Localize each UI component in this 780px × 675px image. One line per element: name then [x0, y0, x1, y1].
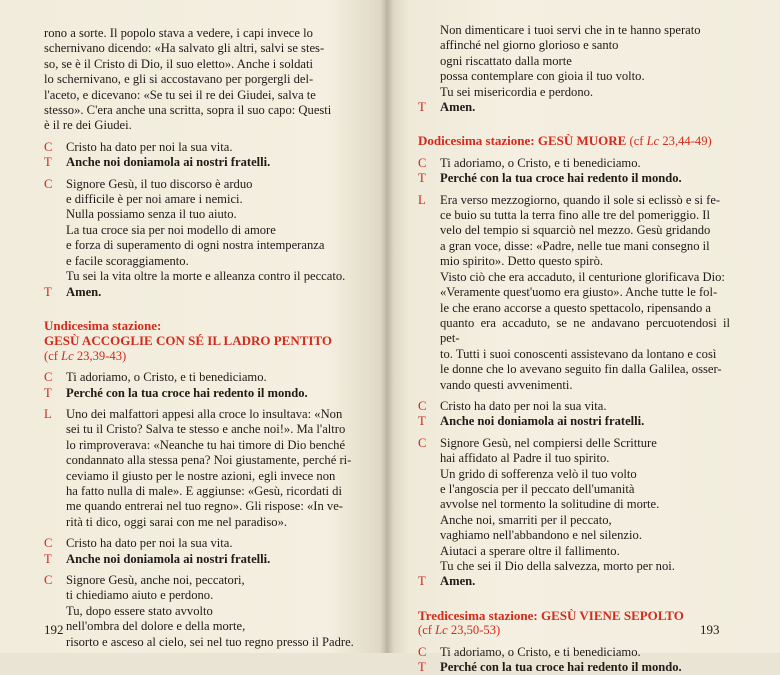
prayer-block — [418, 436, 730, 575]
text-line: Aiutaci a sperare oltre il fallimento. — [440, 543, 620, 558]
prayer-text — [66, 177, 356, 285]
ref-book: Lc — [646, 134, 660, 149]
celebrant-text: Cristo ha dato per noi la sua vita. — [66, 139, 233, 154]
text-line: Tu, dopo essere stato avvolto — [66, 603, 213, 618]
amen-line — [418, 100, 730, 115]
text-line: schernivano dicendo: «Ha salvato gli altri, salvi se stes- — [44, 41, 325, 56]
amen-text: Amen. — [440, 574, 476, 589]
speaker-marker: T — [44, 155, 52, 170]
response-text: Perché con la tua croce hai redento il mondo. — [440, 171, 682, 186]
text-line: a gran voce, disse: «Padre, nelle tue mani consegno il — [440, 238, 710, 253]
text-line: vaghiamo nell'abbandono e nel silenzio. — [440, 528, 642, 543]
speaker-marker: T — [418, 660, 426, 675]
text-line: so, se è il Cristo di Dio, il suo eletto». Anche i soldati — [44, 56, 313, 71]
ref-book: Lc — [61, 348, 74, 363]
text-line: possa contemplare con gioia il tuo volto. — [440, 69, 645, 84]
speaker-marker: C — [418, 644, 427, 659]
text-line: affinché nel giorno glorioso e santo — [440, 38, 619, 53]
speaker-marker: T — [418, 171, 426, 186]
text-line: è il re dei Giudei. — [44, 118, 132, 133]
text-line: Visto ciò che era accaduto, il centurione glorificava Dio: — [440, 269, 725, 284]
ref-book: Lc — [435, 623, 448, 638]
prayer-text — [66, 573, 356, 650]
amen-text: Amen. — [440, 100, 476, 115]
text-line: avvolse nel tormento la solitudine di morte. — [440, 497, 660, 512]
text-line: hai affidato al Padre il tuo spirito. — [440, 451, 610, 466]
people-response — [44, 386, 356, 401]
speaker-marker: L — [44, 406, 52, 421]
ref-verses: 23,39-43) — [73, 348, 127, 363]
reading-text — [66, 407, 356, 530]
text-line: lo rimproverava: «Neanche tu hai timore di Dio benché — [66, 437, 346, 452]
text-line: Tu sei la vita oltre la morte e alleanza contro il peccato. — [66, 269, 346, 284]
speaker-marker: C — [44, 370, 53, 385]
text-line: l'aceto, e dicevano: «Se tu sei il re dei Giudei, salva te — [44, 87, 316, 102]
ref-prefix: (cf — [418, 623, 436, 638]
speaker-marker: C — [44, 139, 53, 154]
prayer-block — [44, 177, 356, 285]
station-subtitle: GESÙ ACCOGLIE CON SÉ IL LADRO PENTITO — [44, 333, 332, 349]
response-text: Anche noi doniamola ai nostri fratelli. — [66, 155, 271, 170]
text-line: ogni riscattato dalla morte — [440, 53, 572, 68]
celebrant-line — [418, 156, 730, 171]
reading-block — [418, 193, 730, 393]
text-line: e l'angoscia per il peccato dell'umanità — [440, 481, 635, 496]
text-line: ti chiediamo aiuto e perdono. — [66, 588, 214, 603]
text-line: e facile scoraggiamento. — [66, 253, 189, 268]
celebrant-line — [418, 399, 730, 414]
text-line: La tua croce sia per noi modello di amore — [66, 222, 276, 237]
speaker-marker: T — [44, 385, 52, 400]
speaker-marker: C — [44, 536, 53, 551]
people-response — [418, 414, 730, 429]
response-text: Perché con la tua croce hai redento il mondo. — [66, 385, 308, 400]
reading-text — [440, 193, 730, 393]
right-page-text — [418, 23, 730, 675]
text-line: Era verso mezzogiorno, quando il sole si eclissò e si fe- — [440, 192, 721, 207]
text-line: ha fatto nulla di male». E aggiunse: «Gesù, ricordati di — [66, 483, 342, 498]
speaker-marker: C — [418, 155, 427, 170]
celebrant-line — [44, 140, 356, 155]
text-line: Tu sei misericordia e perdono. — [440, 84, 594, 99]
scripture-reference — [44, 349, 356, 364]
station-title: Tredicesima stazione: GESÙ VIENE SEPOLTO — [418, 607, 684, 623]
prayer-text — [440, 23, 730, 100]
speaker-marker: C — [44, 176, 53, 191]
celebrant-line — [44, 536, 356, 551]
text-line: condannato alla stessa pena? Noi giustamente, perché ri- — [66, 453, 352, 468]
speaker-marker-spacer — [418, 23, 440, 100]
speaker-marker: T — [418, 100, 426, 115]
text-line: rono a sorte. Il popolo stava a vedere, i capi invece lo — [44, 26, 313, 40]
text-line: Non dimenticare i tuoi servi che in te hanno sperato — [440, 23, 701, 37]
text-line: me quando entrerai nel tuo regno». Gli rispose: «In ve- — [66, 499, 343, 514]
text-line: Anche noi, smarriti per il peccato, — [440, 512, 612, 527]
text-line: Signore Gesù, il tuo discorso è arduo — [66, 176, 253, 191]
station-heading — [44, 318, 356, 349]
text-line: Signore Gesù, anche noi, peccatori, — [66, 573, 245, 587]
speaker-marker: C — [418, 435, 427, 450]
prayer-block — [44, 573, 356, 650]
text-line: lo schernivano, e gli si accostavano per porgergli del- — [44, 72, 314, 87]
station-title: Undicesima stazione: — [44, 317, 162, 333]
text-line: stesso». C'era anche una scritta, sopra il suo capo: Questi — [44, 103, 332, 118]
text-line: le donne che lo avevano seguito fin dalla Galilea, osser- — [440, 362, 722, 377]
text-line: Uno dei malfattori appesi alla croce lo insultava: «Non — [66, 406, 343, 421]
people-response — [418, 171, 730, 186]
celebrant-line — [418, 645, 730, 660]
amen-line — [418, 574, 730, 589]
speaker-marker: C — [418, 398, 427, 413]
text-line: Signore Gesù, nel compiersi delle Scritture — [440, 435, 657, 450]
speaker-marker: C — [44, 573, 53, 587]
response-text: Perché con la tua croce hai redento il mondo. — [440, 660, 682, 675]
intro-paragraph — [44, 26, 356, 134]
response-text: Anche noi doniamola ai nostri fratelli. — [66, 551, 271, 566]
people-response — [418, 660, 730, 675]
speaker-marker: T — [418, 414, 426, 429]
text-line: quanto era accaduto, se ne andavano percuotendosi il pet- — [440, 315, 730, 346]
page-number: 193 — [700, 622, 720, 637]
scripture-reference — [626, 134, 711, 148]
celebrant-text: Cristo ha dato per noi la sua vita. — [66, 536, 233, 551]
response-text: Anche noi doniamola ai nostri fratelli. — [440, 414, 645, 429]
scripture-reference — [418, 623, 730, 638]
prayer-continuation — [418, 23, 730, 100]
text-line: e forza di superamento di ogni nostra intemperanza — [66, 238, 325, 253]
text-line: ceviamo il giusto per le nostre azioni, egli invece non — [66, 468, 336, 483]
text-line: mio spirito». Detto questo spirò. — [440, 254, 604, 269]
amen-text: Amen. — [66, 284, 102, 299]
reading-block — [44, 407, 356, 530]
text-line: sei tu il Cristo? Salva te stesso e anche noi!». Ma l'altro — [66, 422, 346, 437]
speaker-marker: T — [418, 574, 426, 589]
page-number: 192 — [44, 622, 64, 637]
text-line: Tu che sei il Dio della salvezza, morto per noi. — [440, 559, 675, 573]
ref-prefix: (cf — [44, 348, 62, 363]
text-line: Un grido di sofferenza velò il tuo volto — [440, 466, 637, 481]
speaker-marker: T — [44, 284, 52, 299]
speaker-marker: T — [44, 551, 52, 566]
text-line: risorto e asceso al cielo, sei nel tuo regno presso il Padre. — [66, 634, 354, 649]
text-line: Nulla possiamo senza il tuo aiuto. — [66, 207, 237, 222]
speaker-marker: L — [418, 192, 426, 207]
celebrant-text: Ti adoriamo, o Cristo, e ti benediciamo. — [440, 155, 641, 170]
text-line: to. Tutti i suoi conoscenti assistevano da lontano e così — [440, 346, 717, 361]
text-line: «Veramente quest'uomo era giusto». Anche tutte le fol- — [440, 285, 718, 300]
ref-verses: 23,50-53) — [447, 623, 501, 638]
amen-line — [44, 285, 356, 300]
celebrant-text: Ti adoriamo, o Cristo, e ti benediciamo. — [66, 370, 267, 385]
text-line: ce buio su tutta la terra fino alle tre del pomeriggio. Il — [440, 208, 710, 223]
people-response — [44, 155, 356, 170]
book-gutter — [380, 0, 394, 653]
text-line: e difficile è per noi amare i nemici. — [66, 192, 243, 207]
people-response — [44, 552, 356, 567]
text-line: rità ti dico, oggi sarai con me nel paradiso». — [66, 514, 288, 529]
station-heading — [418, 133, 730, 149]
text-line: velo del tempio si squarciò nel mezzo. Gesù gridando — [440, 223, 711, 238]
left-page-text — [44, 26, 356, 650]
station-heading — [418, 608, 730, 623]
celebrant-text: Cristo ha dato per noi la sua vita. — [440, 398, 607, 413]
celebrant-text: Ti adoriamo, o Cristo, e ti benediciamo. — [440, 644, 641, 659]
ref-verses: 23,44-49) — [659, 134, 712, 149]
station-title: Dodicesima stazione: GESÙ MUORE — [418, 133, 627, 149]
text-line: vando questi avvenimenti. — [440, 377, 573, 392]
prayer-text — [440, 436, 730, 575]
ref-prefix: (cf — [626, 134, 647, 149]
text-line: nell'ombra del dolore e della morte, — [66, 619, 246, 634]
celebrant-line — [44, 370, 356, 385]
text-line: le che erano accorse a questo spettacolo, ripensando a — [440, 300, 711, 315]
